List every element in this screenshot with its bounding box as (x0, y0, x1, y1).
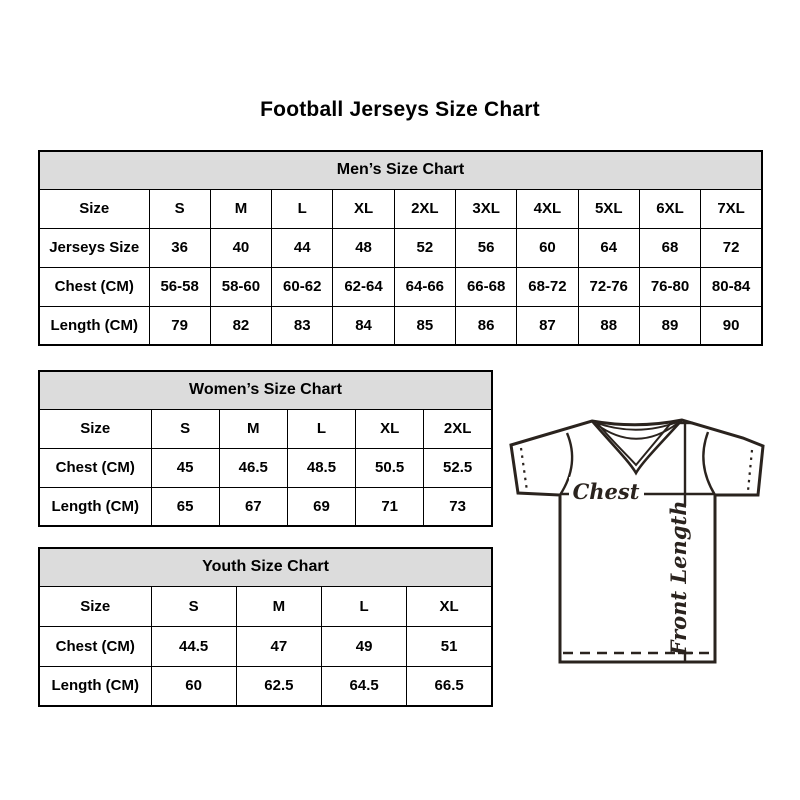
table-cell: 80-84 (701, 267, 762, 306)
table-cell: 44 (272, 228, 333, 267)
row-label: Length (CM) (39, 487, 151, 526)
table-cell: 87 (517, 306, 578, 345)
table-cell: 52 (394, 228, 455, 267)
table-cell: 64 (578, 228, 639, 267)
table-cell: 50.5 (356, 448, 424, 487)
table-cell: 56 (455, 228, 516, 267)
row-label: Size (39, 586, 151, 626)
row-label: Chest (CM) (39, 267, 149, 306)
jersey-outline (511, 420, 763, 662)
table-cell: 64.5 (322, 666, 407, 706)
table-cell: 46.5 (219, 448, 287, 487)
table-cell: 69 (287, 487, 355, 526)
table-cell: 82 (210, 306, 271, 345)
table-cell: 7XL (701, 189, 762, 228)
table-row (39, 487, 492, 526)
row-label: Jerseys Size (39, 228, 149, 267)
table-title: Youth Size Chart (39, 548, 492, 586)
front-length-label-text: Front Length (666, 500, 691, 656)
row-label: Length (CM) (39, 306, 149, 345)
row-label: Size (39, 189, 149, 228)
table-cell: S (151, 409, 219, 448)
womens-size-table (38, 370, 493, 527)
table-cell: XL (356, 409, 424, 448)
table-cell: 49 (322, 626, 407, 666)
table-cell: 60 (151, 666, 236, 706)
table-cell: M (236, 586, 321, 626)
table-cell: L (287, 409, 355, 448)
table-cell: L (322, 586, 407, 626)
table-row (39, 666, 492, 706)
table-cell: 48 (333, 228, 394, 267)
table-cell: 83 (272, 306, 333, 345)
table-cell: 64-66 (394, 267, 455, 306)
table-cell: 79 (149, 306, 210, 345)
table-title-row (39, 151, 762, 189)
table-row (39, 448, 492, 487)
table-cell: 6XL (639, 189, 700, 228)
table-cell: 88 (578, 306, 639, 345)
table-cell: 72 (701, 228, 762, 267)
table-cell: XL (407, 586, 492, 626)
table-cell: 68-72 (517, 267, 578, 306)
table-cell: 86 (455, 306, 516, 345)
jersey-measurement-diagram (506, 412, 772, 668)
table-cell: 65 (151, 487, 219, 526)
table-row (39, 409, 492, 448)
table-cell: 58-60 (210, 267, 271, 306)
table-cell: 72-76 (578, 267, 639, 306)
table-row (39, 189, 762, 228)
row-label: Chest (CM) (39, 626, 151, 666)
table-cell: 68 (639, 228, 700, 267)
table-row (39, 267, 762, 306)
table-cell: 73 (424, 487, 492, 526)
table-title-row (39, 548, 492, 586)
table-cell: 2XL (394, 189, 455, 228)
table-cell: 45 (151, 448, 219, 487)
table-row (39, 586, 492, 626)
chest-label-text: Chest (572, 479, 640, 504)
table-row (39, 306, 762, 345)
table-cell: 60 (517, 228, 578, 267)
table-cell: 48.5 (287, 448, 355, 487)
row-label: Length (CM) (39, 666, 151, 706)
table-cell: 2XL (424, 409, 492, 448)
table-cell: 36 (149, 228, 210, 267)
table-cell: 60-62 (272, 267, 333, 306)
table-title: Men’s Size Chart (39, 151, 762, 189)
table-cell: 5XL (578, 189, 639, 228)
table-cell: 71 (356, 487, 424, 526)
table-cell: 89 (639, 306, 700, 345)
table-cell: 67 (219, 487, 287, 526)
table-row (39, 626, 492, 666)
page-title: Football Jerseys Size Chart (260, 98, 540, 121)
table-cell: 40 (210, 228, 271, 267)
table-cell: 51 (407, 626, 492, 666)
front-length-measure-label (664, 501, 691, 657)
table-title: Women’s Size Chart (39, 371, 492, 409)
table-cell: S (151, 586, 236, 626)
table-cell: 47 (236, 626, 321, 666)
table-cell: M (219, 409, 287, 448)
table-cell: L (272, 189, 333, 228)
mens-size-table (38, 150, 763, 346)
table-cell: 66-68 (455, 267, 516, 306)
table-cell: 66.5 (407, 666, 492, 706)
table-cell: 85 (394, 306, 455, 345)
table-title-row (39, 371, 492, 409)
table-cell: M (210, 189, 271, 228)
table-cell: 44.5 (151, 626, 236, 666)
table-cell: 84 (333, 306, 394, 345)
table-cell: 52.5 (424, 448, 492, 487)
row-label: Size (39, 409, 151, 448)
table-cell: 56-58 (149, 267, 210, 306)
table-cell: 4XL (517, 189, 578, 228)
table-cell: 76-80 (639, 267, 700, 306)
table-cell: 62-64 (333, 267, 394, 306)
table-cell: 62.5 (236, 666, 321, 706)
table-cell: 3XL (455, 189, 516, 228)
chest-measure-label (569, 477, 644, 504)
table-cell: 90 (701, 306, 762, 345)
table-cell: S (149, 189, 210, 228)
table-row (39, 228, 762, 267)
youth-size-table (38, 547, 493, 707)
row-label: Chest (CM) (39, 448, 151, 487)
table-cell: XL (333, 189, 394, 228)
